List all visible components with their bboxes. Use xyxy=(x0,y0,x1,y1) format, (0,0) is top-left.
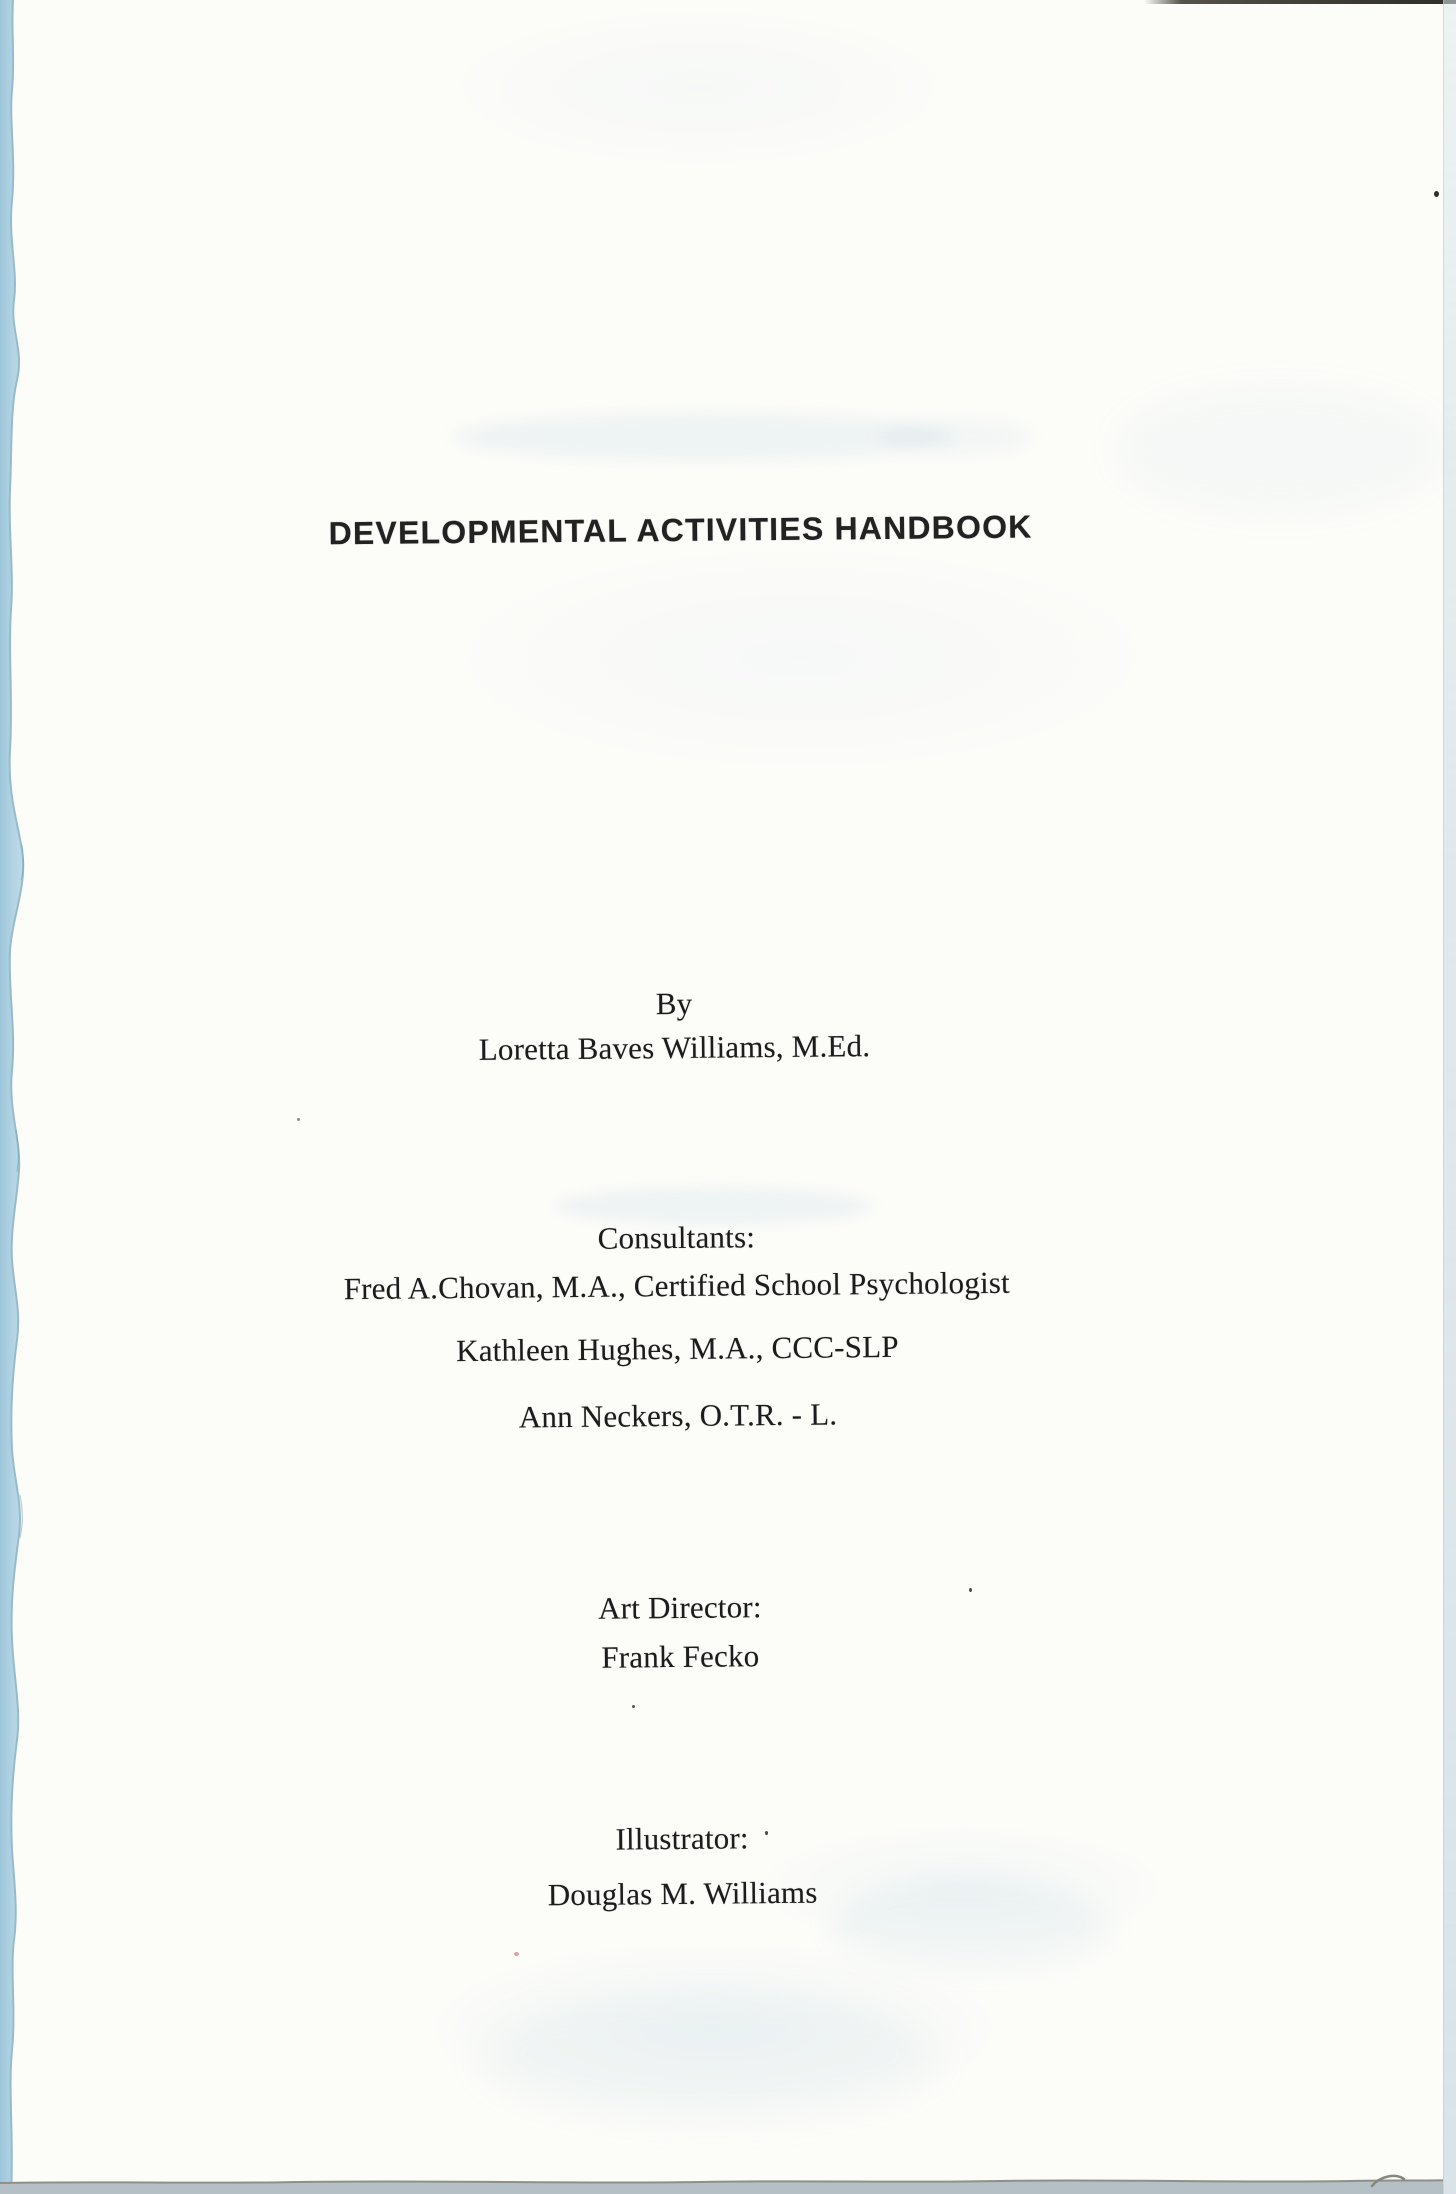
author-name: Loretta Baves Williams, M.Ed. xyxy=(478,1028,871,1067)
art-director-heading: Art Director: xyxy=(597,1589,762,1626)
page-right-edge xyxy=(1443,0,1456,2194)
consultants-heading: Consultants: xyxy=(597,1219,756,1256)
book-title: DEVELOPMENTAL ACTIVITIES HANDBOOK xyxy=(328,508,1033,552)
consultant-name: Fred A.Chovan, M.A., Certified School Psychologist xyxy=(343,1264,1011,1307)
consultant-name: Kathleen Hughes, M.A., CCC-SLP xyxy=(455,1328,899,1369)
byline-label: By xyxy=(655,985,693,1022)
illustrator-heading: Illustrator: xyxy=(615,1820,749,1857)
consultant-name: Ann Neckers, O.T.R. - L. xyxy=(518,1396,838,1435)
illustrator-name: Douglas M. Williams xyxy=(547,1874,818,1913)
art-director-name: Frank Fecko xyxy=(601,1638,760,1675)
scan-speck xyxy=(1434,191,1439,197)
